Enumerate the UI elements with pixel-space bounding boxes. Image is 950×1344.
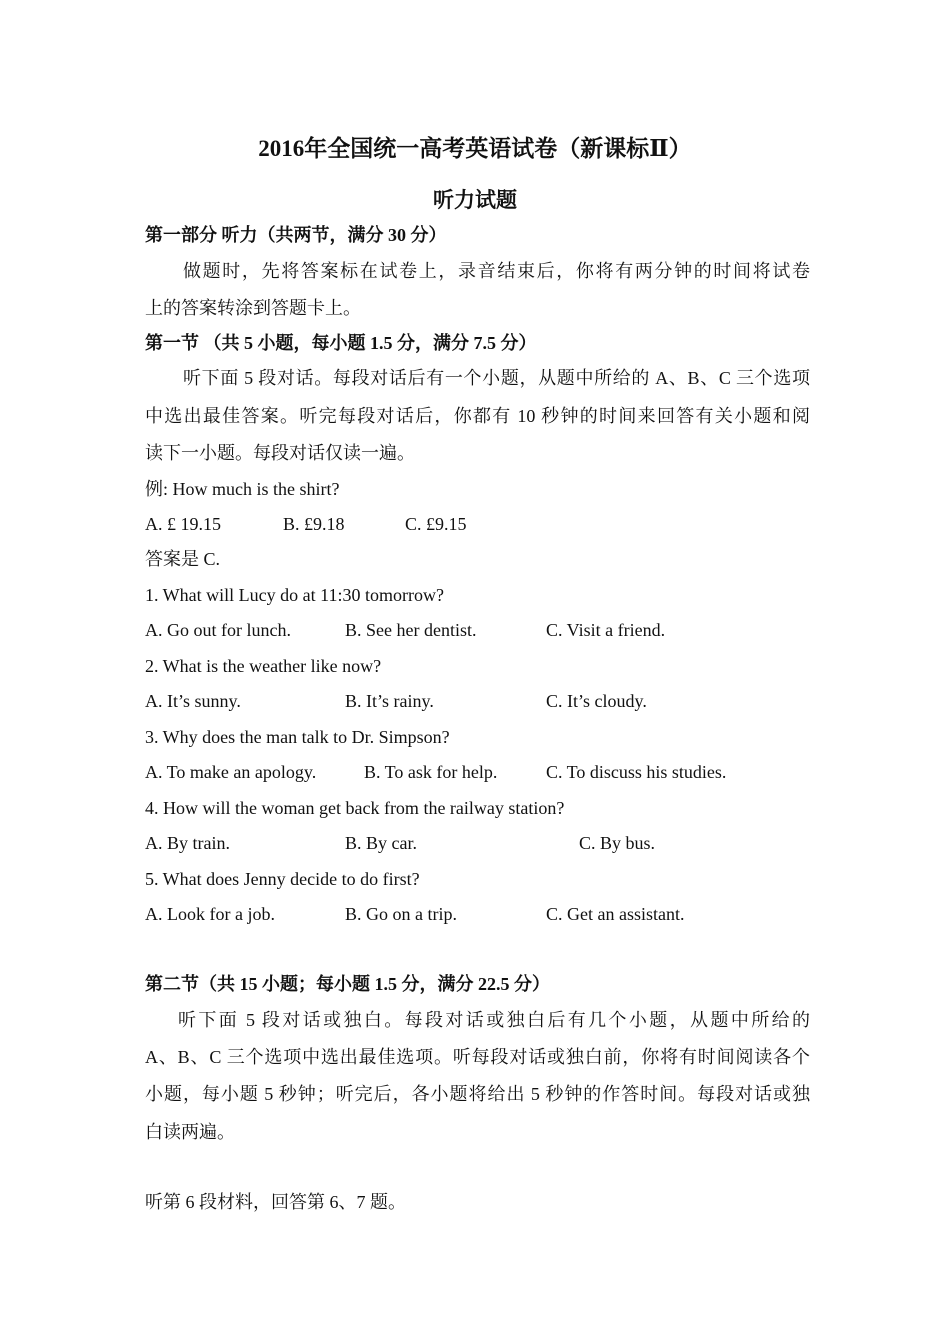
question-2-options	[145, 689, 810, 713]
part1-heading: 第一部分 听力（共两节，满分 30 分）	[145, 225, 447, 245]
example-answer: 答案是 C.	[145, 549, 221, 569]
section2-instruction-line: A、B、C 三个选项中选出最佳选项。听每段对话或独白前，你将有时间阅读各个	[145, 1047, 810, 1067]
section1-instruction-line: 读下一小题。每段对话仅读一遍。	[145, 443, 415, 463]
option-a: A. Look for a job.	[145, 904, 275, 924]
section2-instruction-line: 白读两遍。	[145, 1122, 235, 1142]
option-c: C. To discuss his studies.	[546, 762, 727, 782]
section2-instruction-line: 听下面 5 段对话或独白。每段对话或独白后有几个小题，从题中所给的	[178, 1010, 810, 1030]
example-option-b: B. £9.18	[283, 514, 345, 534]
option-b: B. It’s rainy.	[345, 691, 434, 711]
section1-heading: 第一节 （共 5 小题，每小题 1.5 分，满分 7.5 分）	[145, 333, 537, 353]
option-a: A. It’s sunny.	[145, 691, 241, 711]
question-5-options	[145, 902, 810, 926]
question-3-options	[145, 760, 810, 784]
question-3: 3. Why does the man talk to Dr. Simpson?	[145, 727, 450, 747]
section1-instruction-line: 听下面 5 段对话。每段对话后有一个小题，从题中所给的 A、B、C 三个选项	[183, 368, 810, 388]
exam-subtitle: 听力试题	[433, 188, 517, 212]
question-4: 4. How will the woman get back from the railway station?	[145, 798, 565, 818]
question-5: 5. What does Jenny decide to do first?	[145, 869, 420, 889]
option-b: B. Go on a trip.	[345, 904, 457, 924]
option-c: C. It’s cloudy.	[546, 691, 647, 711]
exam-title: 2016年全国统一高考英语试卷（新课标Ⅱ）	[258, 136, 692, 161]
example-question: 例: How much is the shirt?	[145, 479, 340, 499]
part1-instruction-line: 做题时，先将答案标在试卷上，录音结束后，你将有两分钟的时间将试卷	[183, 261, 810, 281]
option-b: B. By car.	[345, 833, 417, 853]
option-c: C. By bus.	[579, 833, 656, 853]
option-b: B. To ask for help.	[364, 762, 498, 782]
option-a: A. To make an apology.	[145, 762, 317, 782]
option-c: C. Get an assistant.	[546, 904, 685, 924]
question-2: 2. What is the weather like now?	[145, 656, 382, 676]
option-a: A. Go out for lunch.	[145, 620, 291, 640]
example-option-c: C. £9.15	[405, 514, 467, 534]
option-c: C. Visit a friend.	[546, 620, 666, 640]
option-a: A. By train.	[145, 833, 230, 853]
question-4-options	[145, 831, 810, 855]
material-note: 听第 6 段材料，回答第 6、7 题。	[145, 1192, 406, 1212]
part1-instruction-line: 上的答案转涂到答题卡上。	[145, 298, 361, 318]
section1-instruction-line: 中选出最佳答案。听完每段对话后，你都有 10 秒钟的时间来回答有关小题和阅	[145, 406, 810, 426]
section2-instruction-line: 小题，每小题 5 秒钟；听完后，各小题将给出 5 秒钟的作答时间。每段对话或独	[145, 1084, 810, 1104]
question-1: 1. What will Lucy do at 11:30 tomorrow?	[145, 585, 444, 605]
example-options	[145, 512, 810, 536]
section2-heading: 第二节（共 15 小题；每小题 1.5 分，满分 22.5 分）	[145, 974, 550, 994]
question-1-options	[145, 618, 810, 642]
option-b: B. See her dentist.	[345, 620, 477, 640]
example-option-a: A. £ 19.15	[145, 514, 221, 534]
